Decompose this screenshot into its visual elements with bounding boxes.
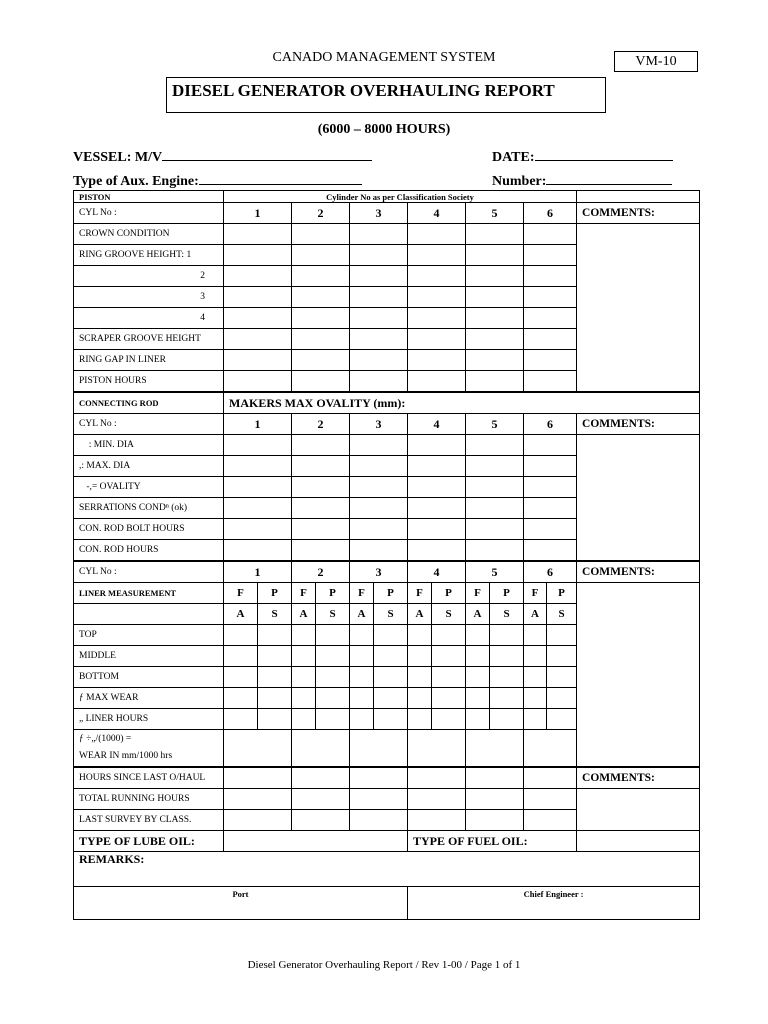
row-label: „ LINER HOURS [74, 709, 224, 730]
cyl-2: 2 [292, 414, 350, 435]
fuel-oil-field[interactable] [577, 831, 700, 852]
cyl-1: 1 [224, 414, 292, 435]
port-signature-field[interactable] [74, 887, 408, 920]
row-label: 4 [74, 308, 224, 329]
cyl-2: 2 [292, 561, 350, 583]
cyl-no-label: CYL No : [74, 414, 224, 435]
conrod-section-label: CONNECTING ROD [74, 392, 224, 414]
p-label: P [432, 583, 466, 604]
row-label: RING GROOVE HEIGHT: 1 [74, 245, 224, 266]
s-label: S [490, 604, 524, 625]
a-label: A [224, 604, 258, 625]
f-label: F [350, 583, 374, 604]
cyl-3: 3 [350, 414, 408, 435]
row-label:   : MIN. DIA [74, 435, 224, 456]
comments-label: COMMENTS: [577, 414, 700, 435]
remarks-field[interactable] [74, 852, 700, 887]
comments-label: COMMENTS: [577, 767, 700, 789]
cylinder-header: Cylinder No as per Classification Society [224, 191, 577, 203]
remarks-label: REMARKS: [79, 852, 145, 866]
form-title: DIESEL GENERATOR OVERHAULING REPORT [166, 77, 606, 113]
a-label: A [524, 604, 547, 625]
row-label: TOP [74, 625, 224, 646]
f-label: F [408, 583, 432, 604]
f-label: F [224, 583, 258, 604]
piston-comments-cell[interactable] [577, 224, 700, 393]
page-footer: Diesel Generator Overhauling Report / Rev 1-00 / Page 1 of 1 [247, 959, 521, 971]
row-label: RING GAP IN LINER [74, 350, 224, 371]
cyl-6: 6 [524, 414, 577, 435]
table-row [74, 767, 700, 789]
cyl-6: 6 [524, 561, 577, 583]
a-label: A [408, 604, 432, 625]
engine-number-label: Number: [492, 174, 547, 189]
cyl-2: 2 [292, 203, 350, 224]
row-label:  -,= OVALITY [74, 477, 224, 498]
a-label: A [466, 604, 490, 625]
chief-engineer-label: Chief Engineer : [523, 889, 584, 899]
table-row [74, 435, 700, 456]
engine-number-field[interactable] [492, 170, 672, 190]
vessel-field[interactable] [73, 146, 372, 166]
cyl-3: 3 [350, 561, 408, 583]
a-label: A [350, 604, 374, 625]
p-label: P [374, 583, 408, 604]
lube-oil-label: TYPE OF LUBE OIL: [74, 831, 224, 852]
row-label: CROWN CONDITION [74, 224, 224, 245]
wear-rate-label [74, 730, 224, 768]
table-row [74, 224, 700, 245]
row-label: ƒ MAX WEAR [74, 688, 224, 709]
date-field[interactable] [492, 146, 673, 166]
row-label: BOTTOM [74, 667, 224, 688]
wear-formula: ƒ ÷„/(1000) = [79, 734, 132, 744]
p-label: P [547, 583, 577, 604]
row-label: CON. ROD BOLT HOURS [74, 519, 224, 540]
cyl-1: 1 [224, 561, 292, 583]
cyl-3: 3 [350, 203, 408, 224]
summary-comments-cell[interactable] [577, 789, 700, 831]
engine-type-field[interactable] [73, 170, 362, 190]
chief-engineer-signature-field[interactable] [408, 887, 700, 920]
row-label: ,: MAX. DIA [74, 456, 224, 477]
row-label: PISTON HOURS [74, 371, 224, 393]
wear-units: WEAR IN mm/1000 hrs [79, 751, 173, 761]
form-code: VM-10 [614, 51, 698, 72]
table-row [74, 789, 700, 810]
f-label: F [292, 583, 316, 604]
cyl-1: 1 [224, 203, 292, 224]
company-name: CANADO MANAGEMENT SYSTEM [272, 50, 496, 65]
liner-section-label: LINER MEASUREMENT [74, 583, 224, 604]
row-label: MIDDLE [74, 646, 224, 667]
p-label: P [258, 583, 292, 604]
date-label: DATE: [492, 150, 535, 165]
p-label: P [490, 583, 524, 604]
conrod-comments-cell[interactable] [577, 435, 700, 562]
comments-label: COMMENTS: [577, 561, 700, 583]
cyl-6: 6 [524, 203, 577, 224]
row-label: LAST SURVEY BY CLASS. [74, 810, 224, 831]
fuel-oil-label: TYPE OF FUEL OIL: [408, 831, 577, 852]
cyl-5: 5 [466, 561, 524, 583]
row-label: CON. ROD HOURS [74, 540, 224, 562]
comments-label: COMMENTS: [577, 203, 700, 224]
s-label: S [547, 604, 577, 625]
row-label: SCRAPER GROOVE HEIGHT [74, 329, 224, 350]
cyl-5: 5 [466, 203, 524, 224]
engine-type-label: Type of Aux. Engine: [73, 174, 199, 189]
s-label: S [432, 604, 466, 625]
cyl-5: 5 [466, 414, 524, 435]
row-label: SERRATIONS CONDⁿ (ok) [74, 498, 224, 519]
cyl-no-label: CYL No : [74, 203, 224, 224]
row-label: 2 [74, 266, 224, 287]
cyl-4: 4 [408, 414, 466, 435]
row-label: HOURS SINCE LAST O/HAUL [74, 767, 224, 789]
lube-oil-field[interactable] [224, 831, 408, 852]
s-label: S [316, 604, 350, 625]
cyl-no-label: CYL No : [74, 561, 224, 583]
f-label: F [524, 583, 547, 604]
hours-range: (6000 – 8000 HOURS) [317, 122, 451, 137]
s-label: S [258, 604, 292, 625]
a-label: A [292, 604, 316, 625]
liner-comments-cell[interactable] [577, 583, 700, 768]
row-label: TOTAL RUNNING HOURS [74, 789, 224, 810]
f-label: F [466, 583, 490, 604]
p-label: P [316, 583, 350, 604]
s-label: S [374, 604, 408, 625]
overhaul-table [73, 190, 700, 920]
port-label: Port [232, 889, 249, 899]
vessel-label: VESSEL: M/V [73, 150, 163, 165]
cyl-4: 4 [408, 561, 466, 583]
cyl-4: 4 [408, 203, 466, 224]
piston-section-label: PISTON [74, 191, 224, 203]
row-label: 3 [74, 287, 224, 308]
makers-max-ovality: MAKERS MAX OVALITY (mm): [224, 392, 700, 414]
